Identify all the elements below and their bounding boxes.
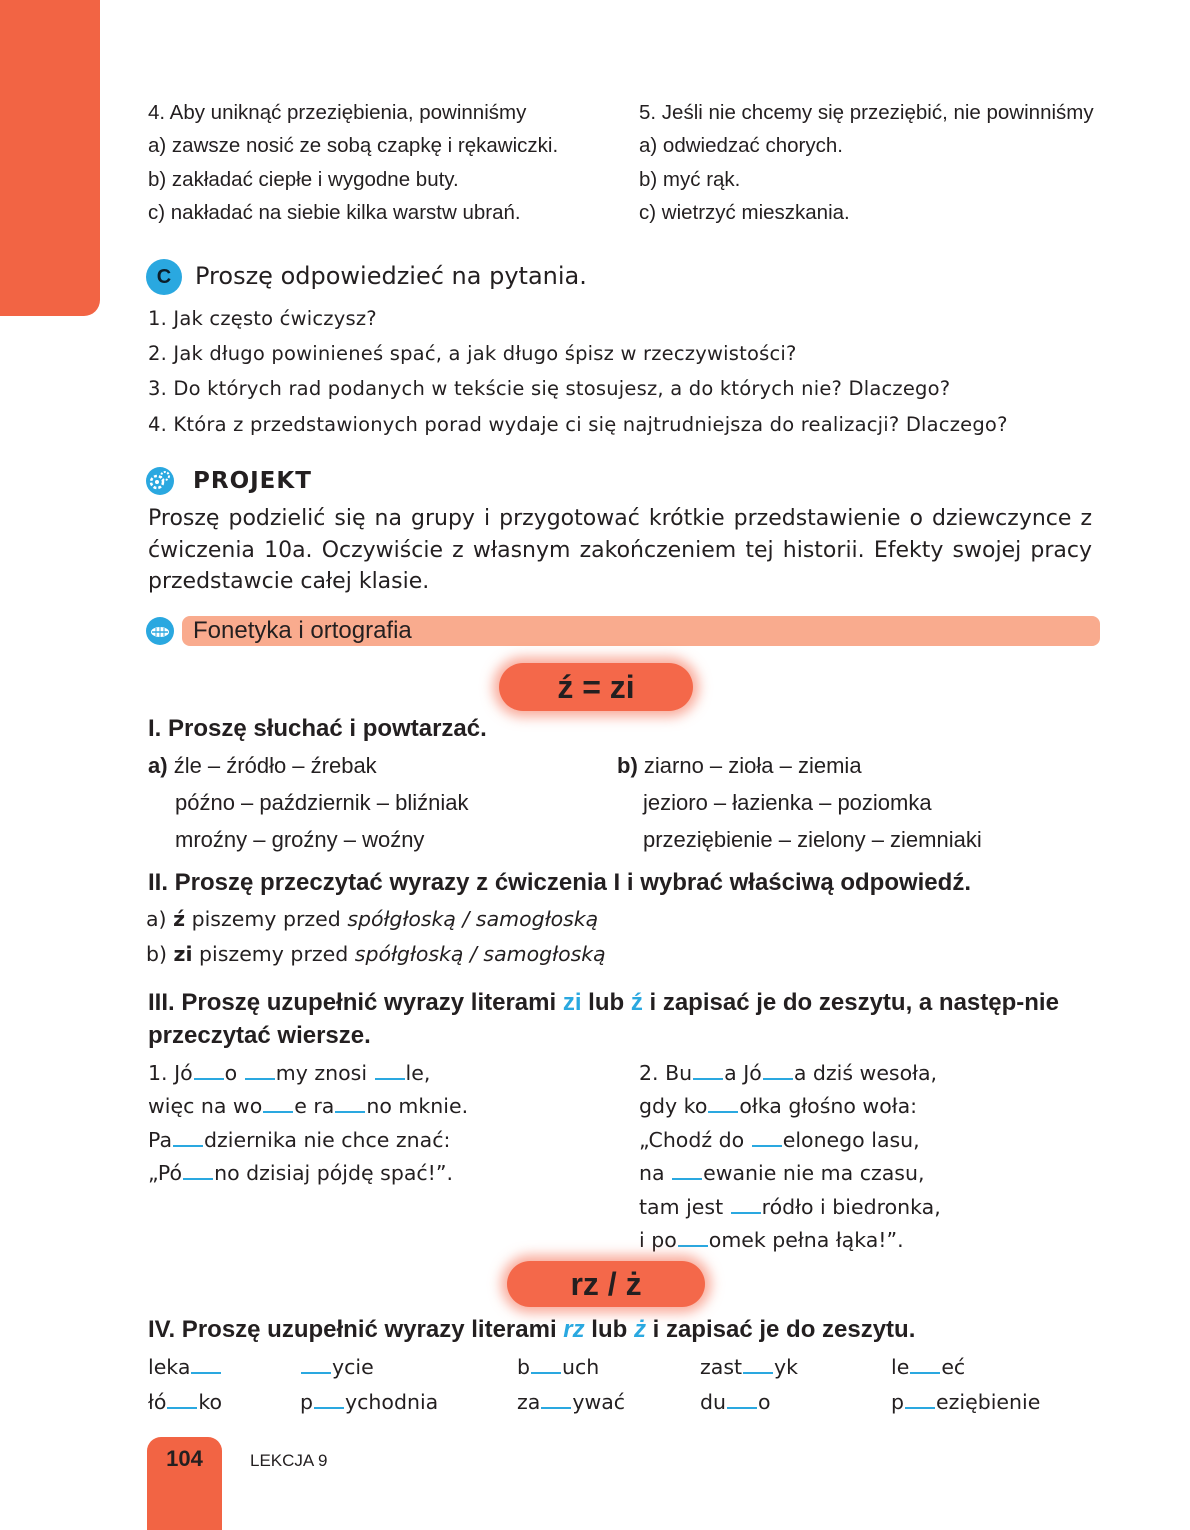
section-c-badge: C (146, 259, 182, 295)
blank-line (173, 1127, 203, 1147)
option-c: c) nakładać na siebie kilka warstw ubrań. (148, 200, 521, 224)
blank-line (910, 1354, 940, 1374)
poem-line (639, 1157, 941, 1190)
word-fragment: ko (198, 1390, 223, 1414)
blank-line (541, 1389, 571, 1409)
word-fragment: na (639, 1161, 672, 1186)
word-fragment: eć (941, 1355, 966, 1379)
question-2: 2. Jak długo powinieneś spać, a jak długo śpisz w rzeczywistości? (148, 342, 797, 366)
fill-word (517, 1350, 599, 1385)
word-fragment: du (700, 1390, 727, 1414)
word-fragment: le (891, 1355, 910, 1379)
word-fragment: Pa (148, 1127, 173, 1152)
word-line: ziarno – zioła – ziemia (643, 753, 862, 778)
poem-line (639, 1124, 941, 1157)
blank-line (183, 1160, 213, 1180)
fill-word (300, 1350, 374, 1385)
answer-line (146, 902, 606, 937)
fill-word (891, 1350, 965, 1385)
word-fragment: omek pełna łąka!”. (708, 1228, 904, 1253)
answer-line (146, 937, 606, 972)
word-fragment: leka (148, 1355, 191, 1379)
letter-rz: rz (563, 1316, 585, 1343)
blank-line (678, 1227, 708, 1247)
blank-line (672, 1160, 702, 1180)
letter-zi: zi (562, 989, 582, 1016)
mouth-icon (146, 617, 174, 645)
poem-line (148, 1057, 468, 1090)
word-fragment: za (517, 1390, 541, 1414)
word-fragment: a Jó (724, 1061, 762, 1085)
quiz-question-5 (639, 96, 1094, 229)
answer-text: piszemy przed (191, 907, 341, 931)
blank-line (245, 1060, 275, 1080)
word-line: późno – październik – bliźniak (175, 790, 469, 815)
word-fragment: p (891, 1390, 905, 1414)
word-fragment: ychodnia (345, 1390, 439, 1414)
word-line: przeziębienie – zielony – ziemniaki (643, 827, 982, 852)
word-fragment: ołka głośno woła: (739, 1094, 918, 1119)
option-c: c) wietrzyć mieszkania. (639, 200, 850, 224)
word-fragment: yk (774, 1355, 799, 1379)
blank-line (194, 1060, 224, 1080)
answer-choice: spółgłoską / samogłoską (347, 907, 599, 931)
exercise-2-title: II. Proszę przeczytać wyrazy z ćwiczenia I i wybrać właściwą odpowiedź. (148, 869, 971, 896)
exercise-1-column-b (617, 747, 982, 858)
fill-word (148, 1385, 222, 1420)
word-fragment: „Chodź do (639, 1127, 751, 1152)
word-fragment: ewanie nie ma czasu, (703, 1161, 925, 1186)
question-text: 5. Jeśli nie chcemy się przeziębić, nie powinniśmy (639, 101, 1094, 124)
question-4: 4. Która z przedstawionych porad wydaje ci się najtrudniejsza do realizacji? Dlaczego? (148, 412, 1008, 436)
fill-word (700, 1385, 771, 1420)
exercise-2-answers (146, 902, 606, 972)
word-fragment: no dzisiaj pójdę spać!”. (214, 1161, 454, 1186)
word-fragment: łó (148, 1390, 167, 1414)
word-line: jezioro – łazienka – poziomka (643, 790, 932, 815)
exercise-4-title: IV. Proszę uzupełnić wyrazy literami rz lub ż i zapisać je do zeszytu. (148, 1316, 916, 1343)
quiz-question-4 (148, 96, 558, 229)
pill-zi: ź = zi (499, 663, 693, 711)
letter-z-acute: ź (630, 989, 643, 1016)
letter-z-dot: ż (633, 1316, 646, 1343)
fill-word (517, 1385, 625, 1420)
fill-word (148, 1350, 222, 1385)
poem-line (148, 1090, 468, 1123)
poem-line (639, 1090, 941, 1123)
word-fragment: tam jest (639, 1194, 730, 1219)
word-fragment: dziernika nie chce znać: (204, 1127, 451, 1152)
word-fragment: gdy ko (639, 1094, 708, 1119)
word-fragment: 2. Bu (639, 1061, 693, 1085)
label-b: b) (617, 753, 638, 778)
answer-letter: ź (173, 907, 186, 931)
fill-word (700, 1350, 798, 1385)
word-fragment: zast (700, 1355, 743, 1379)
word-fragment: elonego lasu, (782, 1127, 920, 1152)
blank-line (531, 1354, 561, 1374)
page-number: 104 (166, 1446, 203, 1471)
option-b: b) zakładać ciepłe i wygodne buty. (148, 167, 459, 191)
exercise-1-column-a (148, 747, 469, 858)
word-fragment: no mknie. (366, 1094, 469, 1119)
word-fragment: ycie (332, 1355, 374, 1379)
answer-text: piszemy przed (199, 942, 349, 966)
blank-line (708, 1093, 738, 1113)
gears-icon (146, 467, 174, 495)
blank-line (335, 1093, 365, 1113)
blank-line (191, 1354, 221, 1374)
fill-word (891, 1385, 1040, 1420)
blank-line (375, 1060, 405, 1080)
blank-line (763, 1060, 793, 1080)
word-fragment: więc na wo (148, 1094, 263, 1119)
blank-line (263, 1093, 293, 1113)
project-text: Proszę podzielić się na grupy i przygotować krótkie przedstawienie o dziewczynce z ćwiczenia 10a. Oczywiście z własnym zakończeniem tej historii. Efekty swojej pracy przedstawcie całej klasie. (148, 506, 1092, 594)
section-c-title: Proszę odpowiedzieć na pytania. (195, 262, 587, 290)
fill-word (300, 1385, 438, 1420)
option-b: b) myć rąk. (639, 167, 741, 191)
blank-line (731, 1194, 761, 1214)
word-fragment: ywać (572, 1390, 626, 1414)
word-fragment: uch (562, 1355, 600, 1379)
blank-line (752, 1127, 782, 1147)
option-a: a) odwiedzać chorych. (639, 134, 843, 158)
question-3: 3. Do których rad podanych w tekście się stosujesz, a do których nie? Dlaczego? (148, 377, 951, 401)
project-title: PROJEKT (193, 468, 312, 494)
exercise-3-title: III. Proszę uzupełnić wyrazy literami zi lub ź i zapisać je do zeszytu, a następ-nie przeczytać wiersze. (148, 989, 1059, 1049)
blank-line (314, 1389, 344, 1409)
word-fragment: eziębienie (936, 1390, 1041, 1414)
poem-line (639, 1057, 941, 1090)
word-fragment: ródło i biedronka, (761, 1194, 941, 1219)
word-fragment: e ra (294, 1094, 335, 1119)
exercise-1-title: I. Proszę słuchać i powtarzać. (148, 715, 487, 742)
question-text: 4. Aby uniknąć przeziębienia, powinniśmy (148, 101, 527, 124)
poem-2 (639, 1057, 941, 1257)
poem-line (639, 1224, 941, 1257)
blank-line (727, 1389, 757, 1409)
word-line: mroźny – groźny – woźny (175, 827, 425, 852)
word-fragment: o (758, 1390, 771, 1414)
phonetics-title: Fonetyka i ortografia (193, 617, 412, 644)
answer-letter: zi (173, 942, 193, 966)
poem-line (148, 1124, 468, 1157)
blank-line (693, 1060, 723, 1080)
word-fragment: a dziś wesoła, (793, 1061, 938, 1085)
word-fragment: b (517, 1355, 531, 1379)
poem-line (639, 1191, 941, 1224)
word-fragment: p (300, 1390, 314, 1414)
word-fragment: le, (405, 1061, 431, 1085)
question-1: 1. Jak często ćwiczysz? (148, 307, 377, 330)
pill-rz: rz / ż (507, 1261, 705, 1307)
blank-line (905, 1389, 935, 1409)
lesson-label: LEKCJA 9 (250, 1451, 328, 1470)
answer-label: a) (146, 907, 167, 931)
blank-line (167, 1389, 197, 1409)
option-a: a) zawsze nosić ze sobą czapkę i rękawiczki. (148, 134, 559, 158)
blank-line (743, 1354, 773, 1374)
section-c-questions (148, 301, 1008, 442)
sidebar-tab (0, 0, 100, 316)
word-fragment: i po (639, 1228, 677, 1253)
word-fragment: 1. Jó (148, 1061, 193, 1085)
word-line: źle – źródło – źrebak (173, 753, 377, 778)
answer-label: b) (146, 942, 168, 966)
word-fragment: my znosi (275, 1061, 374, 1085)
word-fragment: „Pó (148, 1161, 183, 1186)
blank-line (301, 1354, 331, 1374)
answer-choice: spółgłoską / samogłoską (354, 942, 606, 966)
poem-1 (148, 1057, 468, 1191)
label-a: a) (148, 753, 168, 778)
word-fragment: o (224, 1061, 244, 1085)
poem-line (148, 1157, 468, 1190)
